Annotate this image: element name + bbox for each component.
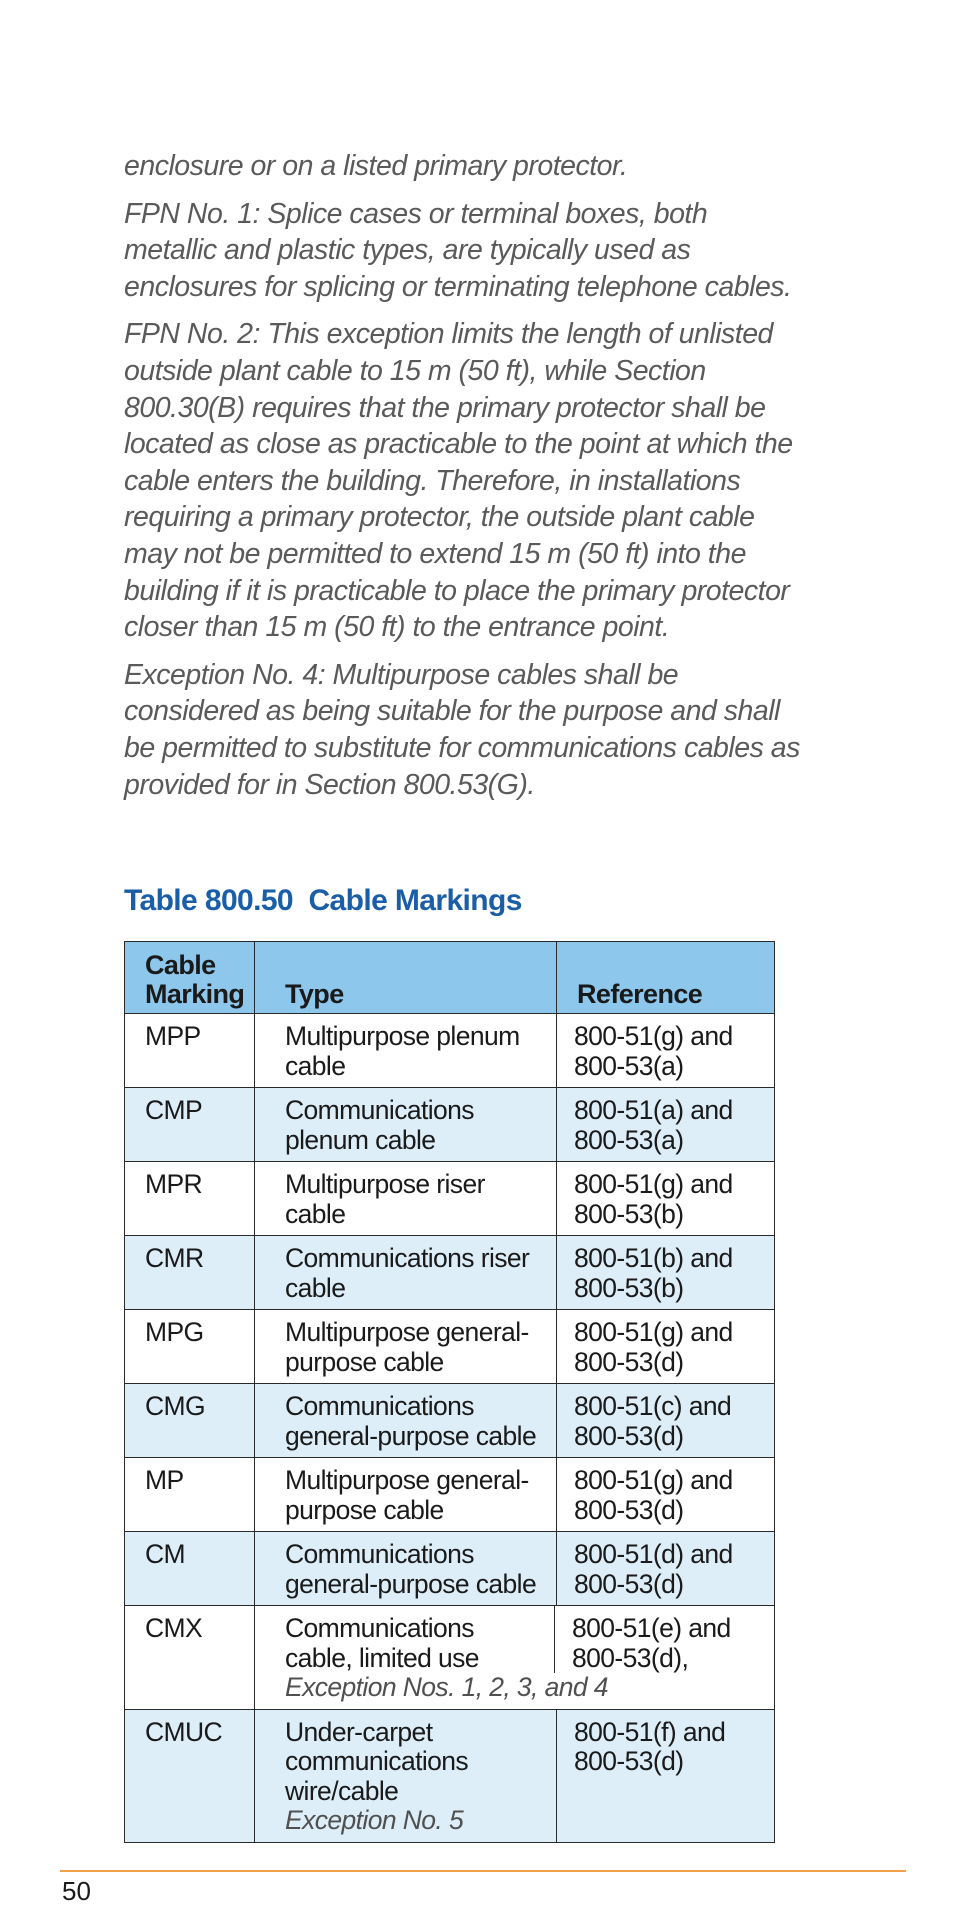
body-text [124, 148, 804, 814]
cell-marking: MPG [125, 1310, 255, 1384]
cell-reference: 800-51(a) and 800-53(a) [557, 1088, 775, 1162]
column-header-marking: Cable Marking [125, 942, 255, 1014]
cell-marking: MPR [125, 1162, 255, 1236]
table-row [125, 1384, 775, 1458]
cell-reference: 800-51(g) and 800-53(d) [557, 1310, 775, 1384]
cell-marking: CMP [125, 1088, 255, 1162]
cell-type: Multipurpose general-purpose cable [255, 1310, 557, 1384]
cable-markings-table [124, 941, 775, 1843]
paragraph-exception-4: Exception No. 4: Multipurpose cables shall be considered as being suitable for the purpose and shall be permitted to substitute for communications cables as provided for in Section 800.53(G). [124, 658, 800, 801]
cell-exception-note: Exception No. 5 [285, 1805, 464, 1835]
cell-type: Communications cable, limited use [255, 1606, 555, 1673]
cell-type: Communications general-purpose cable [255, 1532, 557, 1606]
cell-marking: CMUC [125, 1709, 255, 1842]
cell-type-reference-span [255, 1606, 775, 1710]
cell-reference: 800-51(g) and 800-53(a) [557, 1014, 775, 1088]
table-row [125, 1310, 775, 1384]
cell-exception-note: Exception Nos. 1, 2, 3, and 4 [285, 1672, 608, 1702]
table-row [125, 1088, 775, 1162]
table-row [125, 1532, 775, 1606]
cell-reference: 800-51(b) and 800-53(b) [557, 1236, 775, 1310]
cell-reference: 800-51(e) and 800-53(d), [572, 1613, 731, 1673]
cell-type: Communications riser cable [255, 1236, 557, 1310]
table-row [125, 1606, 775, 1710]
cell-type: Multipurpose plenum cable [255, 1014, 557, 1088]
column-header-reference: Reference [557, 942, 775, 1014]
cell-marking: CMG [125, 1384, 255, 1458]
cell-marking: MP [125, 1458, 255, 1532]
table-row [125, 1014, 775, 1088]
cell-type: Communications general-purpose cable [255, 1384, 557, 1458]
cell-reference: 800-51(c) and 800-53(d) [557, 1384, 775, 1458]
table-row [125, 1236, 775, 1310]
cell-type: Multipurpose riser cable [255, 1162, 557, 1236]
footer-rule [60, 1870, 906, 1872]
cell-type: Multipurpose general-purpose cable [255, 1458, 557, 1532]
cell-marking: CM [125, 1532, 255, 1606]
column-header-type: Type [255, 942, 557, 1014]
paragraph-fpn-1: FPN No. 1: Splice cases or terminal boxes, both metallic and plastic types, are typically used as enclosures for splicing or terminating telephone cables. [124, 197, 792, 303]
cell-type: Under-carpet communications wire/cable [285, 1716, 469, 1806]
table-row [125, 1458, 775, 1532]
cell-reference: 800-51(d) and 800-53(d) [557, 1532, 775, 1606]
table-header-row [125, 942, 775, 1014]
cell-marking: MPP [125, 1014, 255, 1088]
paragraph-fpn-2: FPN No. 2: This exception limits the length of unlisted outside plant cable to 15 m (50 ft), while Section 800.30(B) requires that the primary protector shall be located as close as practicable to the point at which the cable enters the building. Therefore, in installations requiring a primary protector, the outside plant cable may not be permitted to extend 15 m (50 ft) into the building if it is practicable to place the primary protector closer than 15 m (50 ft) to the entrance point. [124, 318, 793, 644]
table-row [125, 1709, 775, 1842]
table-row [125, 1162, 775, 1236]
page-number: 50 [62, 1876, 91, 1906]
cell-marking: CMX [125, 1606, 255, 1710]
cell-reference: 800-51(f) and 800-53(d) [557, 1709, 775, 1842]
cell-reference: 800-51(g) and 800-53(b) [557, 1162, 775, 1236]
table-title: Table 800.50 Cable Markings [124, 884, 522, 917]
cell-type: Communications plenum cable [255, 1088, 557, 1162]
cell-reference: 800-51(g) and 800-53(d) [557, 1458, 775, 1532]
cell-type-with-note [255, 1709, 557, 1842]
cell-marking: CMR [125, 1236, 255, 1310]
paragraph-continuation: enclosure or on a listed primary protector. [124, 150, 628, 182]
